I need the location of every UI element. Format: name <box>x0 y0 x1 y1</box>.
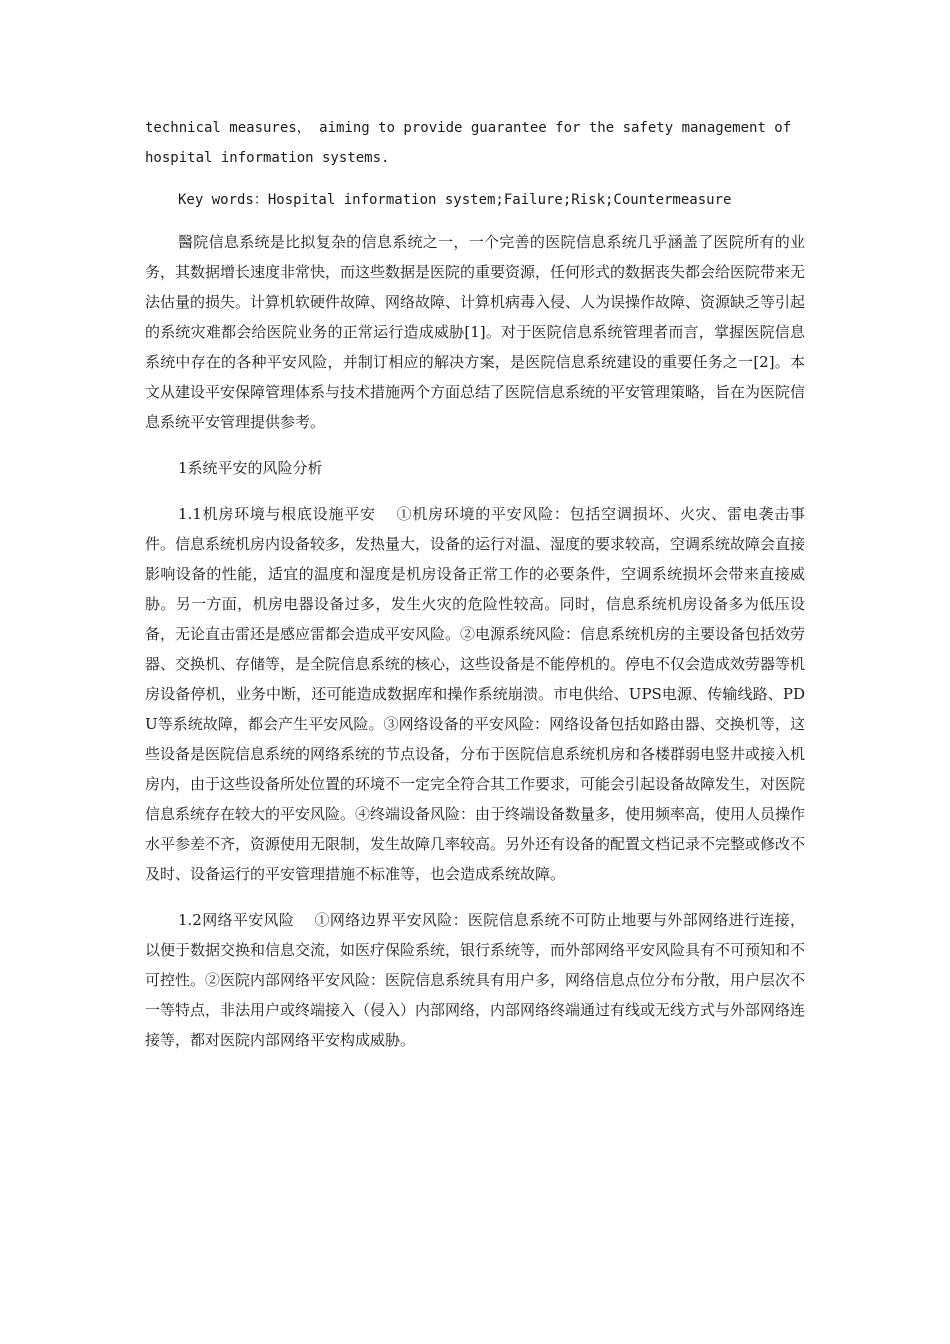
section-1-2-heading: 1.2网络平安风险 <box>178 911 295 929</box>
keywords: Key words：Hospital information system;Failure;Risk;Countermeasure <box>178 192 732 208</box>
spacer <box>145 215 805 227</box>
section-1-2-body: ①网络边界平安风险：医院信息系统不可防止地要与外部网络进行连接，以便于数据交换和信息交流，如医疗保险系统，银行系统等，而外部网络平安风险具有不可预知和不可控性。②医院内部网络平安风险：医院信息系统具有用户多，网络信息点位分布分散，用户层次不一等特点，非法用户或终端接入（侵入）内部网络，内部网络终端通过有线或无线方式与外部网络连接等，都对医院内部网络平安构成威胁。 <box>145 911 806 1049</box>
spacer <box>145 889 805 905</box>
spacer <box>145 173 805 185</box>
intro-paragraph: 醫院信息系统是比拟复杂的信息系统之一，一个完善的医院信息系统几乎涵盖了医院所有的业务，其数据增长速度非常快，而这些数据是医院的重要资源，任何形式的数据丧失都会给医院带来无法估量的损失。计算机软硬件故障、网络故障、计算机病毒入侵、人为误操作故障、资源缺乏等引起的系统灾难都会给医院业务的正常运行造成威胁[1]。对于医院信息系统管理者而言，掌握医院信息系统中存在的各种平安风险，并制订相应的解决方案，是医院信息系统建设的重要任务之一[2]。本文从建设平安保障管理体系与技术措施两个方面总结了医院信息系统的平安管理策略，旨在为医院信息系统平安管理提供参考。 <box>145 233 806 431</box>
section-1-1-heading: 1.1机房环境与根底设施平安 <box>178 505 376 523</box>
section-1-1-body: ①机房环境的平安风险：包括空调损坏、火灾、雷电袭击事件。信息系统机房内设备较多，发热量大，设备的运行对温、湿度的要求较高，空调系统故障会直接影响设备的性能，适宜的温度和湿度是机房设备正常工作的必要条件，空调系统损坏会带来直接威胁。另一方面，机房电器设备过多，发生火灾的危险性较高。同时，信息系统机房设备多为低压设备，无论直击雷还是感应雷都会造成平安风险。②电源系统风险：信息系统机房的主要设备包括效劳器、交换机、存储等，是全院信息系统的核心，这些设备是不能停机的。停电不仅会造成效劳器等机房设备停机，业务中断，还可能造成数据库和操作系统崩溃。市电供给、UPS电源、传输线路、PDU等系统故障，都会产生平安风险。③网络设备的平安风险：网络设备包括如路由器、交换机等，这些设备是医院信息系统的网络系统的节点设备，分布于医院信息系统机房和各楼群弱电竖井或接入机房内，由于这些设备所处位置的环境不一定完全符合其工作要求，可能会引起设备故障发生，对医院信息系统存在较大的平安风险。④终端设备风险：由于终端设备数量多，使用频率高，使用人员操作水平参差不齐，资源使用无限制，发生故障几率较高。另外还有设备的配置文档记录不完整或修改不及时、设备运行的平安管理措施不标准等，也会造成系统故障。 <box>145 505 806 883</box>
section-1-2-paragraph <box>145 905 805 1055</box>
spacer <box>145 437 805 453</box>
spacer <box>145 483 805 499</box>
section-1-heading: 1系统平安的风险分析 <box>178 459 323 477</box>
document-page <box>145 113 805 1055</box>
section-1-1-paragraph <box>145 499 805 889</box>
abstract-tail: technical measures， aiming to provide guarantee for the safety management of hospital information systems. <box>145 120 792 166</box>
